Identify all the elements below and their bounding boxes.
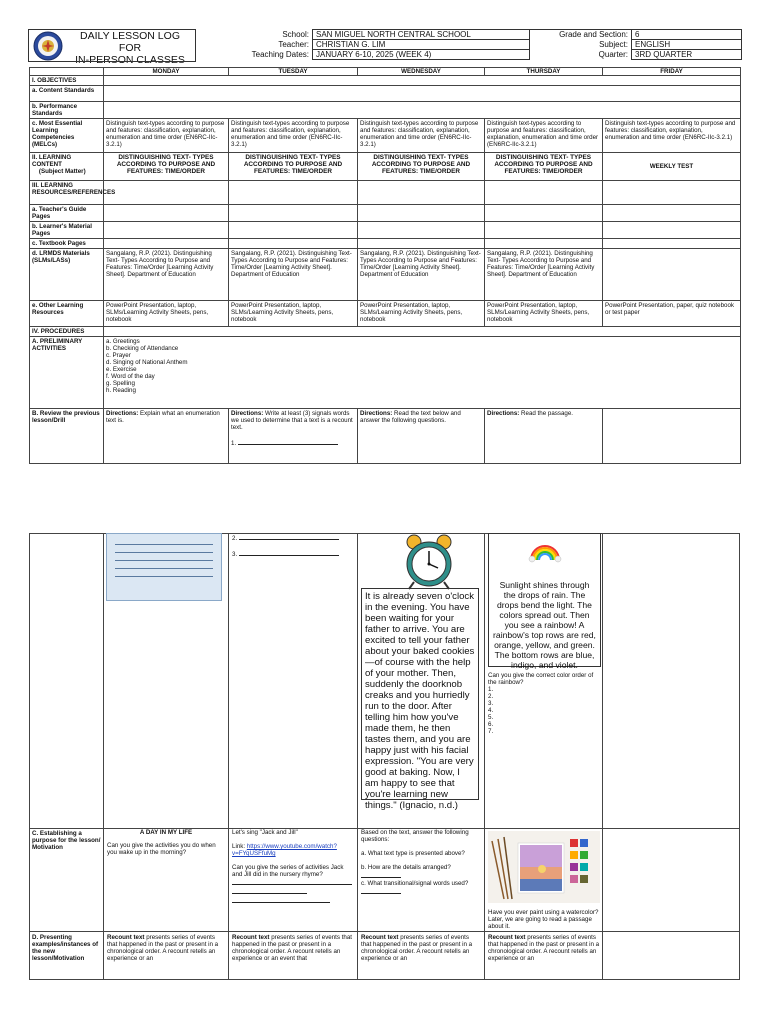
list-item: f. Word of the day — [106, 373, 155, 380]
activity-title: A DAY IN MY LIFE — [139, 829, 193, 836]
title-line-1: DAILY LESSON LOG FOR — [80, 30, 180, 54]
other-monday: PowerPoint Presentation, laptop, SLMs/Learning Activity Sheets, pens, notebook — [104, 301, 229, 327]
answer-3: 3. — [232, 549, 339, 558]
topic-wednesday: DISTINGUISHING TEXT- TYPES ACCORDING TO PURPOSE AND FEATURES: TIME/ORDER — [358, 153, 485, 181]
day-friday: FRIDAY — [603, 68, 741, 76]
establish-tuesday: Let's sing "Jack and Jill" Link: https://www.youtube.com/watch?v=FYqUSFfuMg Can you give the series of activities Jack and Jill did in the nursery rhyme? — [232, 829, 354, 905]
establish-wednesday: Based on the text, answer the following questions: a. What text type is presented above? b. How are the details arranged? c. What transitional/signal words used? — [361, 829, 479, 896]
melcs-thursday: Distinguish text-types according to purpose and features: classification, explanation, enumeration and time order (EN6RC-IIc-3.2.1) — [485, 119, 603, 153]
lrmds-wednesday: Sangalang, R.P. (2021). Distinguishing Text- Types According to Purpose and Features: Time/Order [Learning Activity Sheet]. Department of Education — [358, 249, 485, 301]
preliminary-label: A. PRELIMINARY ACTIVITIES — [30, 337, 104, 409]
preliminary-list — [104, 337, 741, 409]
objectives-label: I. OBJECTIVES — [30, 76, 104, 86]
answer-line — [238, 438, 338, 445]
presenting-monday: Recount text presents series of events that happened in the past or present in a chronological order. A recount retells an experience or an — [107, 934, 219, 962]
subject-label: Subject: — [599, 40, 628, 49]
lm-pages-label: b. Learner's Material Pages — [30, 222, 104, 239]
list-item: e. Exercise — [106, 366, 137, 373]
review-monday: Directions: Explain what an enumeration text is. — [104, 409, 229, 464]
lrmds-thursday: Sangalang, R.P. (2021). Distinguishing Text- Types According to Purpose and Features: Time/Order [Learning Activity Sheet]. Department of Education — [485, 249, 603, 301]
dates-value: JANUARY 6-10, 2025 (WEEK 4) — [313, 50, 530, 60]
learning-content-label: II. LEARNING CONTENT (Subject Matter) — [30, 153, 104, 181]
melcs-wednesday: Distinguish text-types according to purpose and features: classification, explanation, enumeration and time order (EN6RC-IIc-3.2.1) — [358, 119, 485, 153]
dates-label: Teaching Dates: — [251, 50, 309, 59]
grade-label: Grade and Section: — [530, 30, 632, 40]
melcs-monday: Distinguish text-types according to purpose and features: classification, explanation, enumeration and time order (EN6RC-IIc-3.2.1) — [104, 119, 229, 153]
teacher-label: Teacher: — [278, 40, 309, 49]
content-standards-label: a. Content Standards — [30, 86, 104, 102]
list-item: c. Prayer — [106, 352, 131, 359]
lrmds-tuesday: Sangalang, R.P. (2021). Distinguishing Text- Types According to Purpose and Features: Time/Order [Learning Activity Sheet]. Department of Education — [229, 249, 358, 301]
wednesday-story: It is already seven o'clock in the evening. You have been waiting for your father to arrive. You are excited to tell your father about your baked cookies—of course with the help of your mother. Then, suddenly the doorknob creaks and you hurriedly run to the door. After telling him how you've made them, he then tastes them, and you are happy just with his facial expression. "You are very good at baking. Now, I am happy to see that you're learning new things." (Ignacio, n.d.) — [365, 591, 475, 811]
list-item: h. Reading — [106, 387, 136, 394]
performance-standards-label: b. Performance Standards — [30, 102, 104, 119]
quarter-label: Quarter: — [598, 50, 628, 59]
topic-thursday: DISTINGUISHING TEXT- TYPES ACCORDING TO PURPOSE AND FEATURES: TIME/ORDER — [485, 153, 603, 181]
resources-label: III. LEARNING RESOURCES/REFERENCES — [30, 181, 104, 205]
notepad-image — [106, 533, 222, 601]
other-friday: PowerPoint Presentation, paper, quiz notebook or test paper — [603, 301, 741, 327]
alarm-clock-icon — [402, 534, 456, 590]
melcs-label: c. Most Essential Learning Competencies (MELCs) — [30, 119, 104, 153]
establish-label: C. Establishing a purpose for the lesson/ Motivation — [32, 830, 101, 851]
header-info-table — [196, 29, 742, 60]
day-thursday: THURSDAY — [485, 68, 603, 76]
topic-monday: DISTINGUISHING TEXT- TYPES ACCORDING TO PURPOSE AND FEATURES: TIME/ORDER — [104, 153, 229, 181]
lesson-log-table — [29, 67, 741, 464]
establish-thursday: Have you ever paint using a watercolor? Later, we are going to read a passage about it. — [488, 909, 599, 930]
list-item: a. Greetings — [106, 338, 140, 345]
other-tuesday: PowerPoint Presentation, laptop, SLMs/Learning Activity Sheets, pens, notebook — [229, 301, 358, 327]
procedures-label: IV. PROCEDURES — [30, 327, 104, 337]
rainbow-icon — [527, 542, 563, 562]
topic-tuesday: DISTINGUISHING TEXT- TYPES ACCORDING TO PURPOSE AND FEATURES: TIME/ORDER — [229, 153, 358, 181]
establish-monday: A DAY IN MY LIFE Can you give the activities you do when you wake up in the morning? — [107, 829, 225, 856]
youtube-link[interactable]: https://www.youtube.com/watch?v=FYqUSFfuMg — [232, 843, 337, 857]
review-tuesday: Directions: Write at least (3) signals words we used to determine that a text is a recount text. 1. — [229, 409, 358, 464]
answer-2: 2. — [232, 533, 339, 542]
review-label: B. Review the previous lesson/Drill — [30, 409, 104, 464]
review-thursday: Directions: Read the passage. — [485, 409, 603, 464]
presenting-thursday: Recount text presents series of events that happened in the past or present in a chronological order. A recount retells an experience or an — [488, 934, 600, 962]
title-box — [28, 29, 196, 62]
subject-value: ENGLISH — [632, 40, 742, 50]
quarter-value: 3RD QUARTER — [632, 50, 742, 60]
wednesday-story-box — [361, 588, 479, 811]
day-tuesday: TUESDAY — [229, 68, 358, 76]
melcs-tuesday: Distinguish text-types according to purpose and features: classification, explanation, enumeration and time order (EN6RC-IIc-3.2.1) — [229, 119, 358, 153]
grade-value: 6 — [632, 30, 742, 40]
thursday-story: Sunlight shines through the drops of rain. The drops bend the light. The colors spread out. Then you see a rainbow! A rainbow's top rows are red, orange, yellow, and green. The bottom rows are blue, indigo, and violet. — [493, 580, 596, 670]
watercolor-painting-image — [488, 831, 600, 903]
other-resources-label: e. Other Learning Resources — [30, 301, 104, 327]
list-item: d. Singing of National Anthem — [106, 359, 188, 366]
tb-pages-label: c. Textbook Pages — [30, 239, 104, 249]
presenting-tuesday: Recount text presents series of events that happened in the past or present in a chronological order. A recount retells an experience or an event that — [232, 934, 353, 962]
school-value: SAN MIGUEL NORTH CENTRAL SCHOOL — [313, 30, 530, 40]
review-wednesday: Directions: Read the text below and answer the following questions. — [358, 409, 485, 464]
list-item: g. Spelling — [106, 380, 135, 387]
presenting-wednesday: Recount text presents series of events that happened in the past or present in a chronological order. A recount retells an experience or an — [361, 934, 473, 962]
day-monday: MONDAY — [104, 68, 229, 76]
title-line-2: IN-PERSON CLASSES — [75, 54, 185, 66]
school-label: School: — [282, 30, 309, 39]
tg-pages-label: a. Teacher's Guide Pages — [30, 205, 104, 222]
lrmds-monday: Sangalang, R.P. (2021). Distinguishing Text- Types According to Purpose and Features: Time/Order [Learning Activity Sheet]. Department of Education — [104, 249, 229, 301]
thursday-story-box — [488, 533, 601, 670]
presenting-label: D. Presenting examples/instances of the new lesson/Motivation — [32, 934, 99, 962]
day-wednesday: WEDNESDAY — [358, 68, 485, 76]
list-item: b. Checking of Attendance — [106, 345, 179, 352]
topic-friday: WEEKLY TEST — [603, 153, 741, 181]
other-thursday: PowerPoint Presentation, laptop, SLMs/Learning Activity Sheets, pens, notebook — [485, 301, 603, 327]
thursday-question: Can you give the correct color order of the rainbow? 1. 2. 3. 4. 5. 6. 7. — [488, 672, 594, 735]
lrmds-label: d. LRMDS Materials (SLMs/LASs) — [30, 249, 104, 301]
melcs-friday: Distinguish text-types according to purpose and features: classification, explanation, enumeration and time order (EN6RC-IIc-3.2.1) — [603, 119, 741, 153]
day-header-row — [30, 68, 741, 76]
teacher-value: CHRISTIAN G. LIM — [313, 40, 530, 50]
other-wednesday: PowerPoint Presentation, laptop, SLMs/Learning Activity Sheets, pens, notebook — [358, 301, 485, 327]
